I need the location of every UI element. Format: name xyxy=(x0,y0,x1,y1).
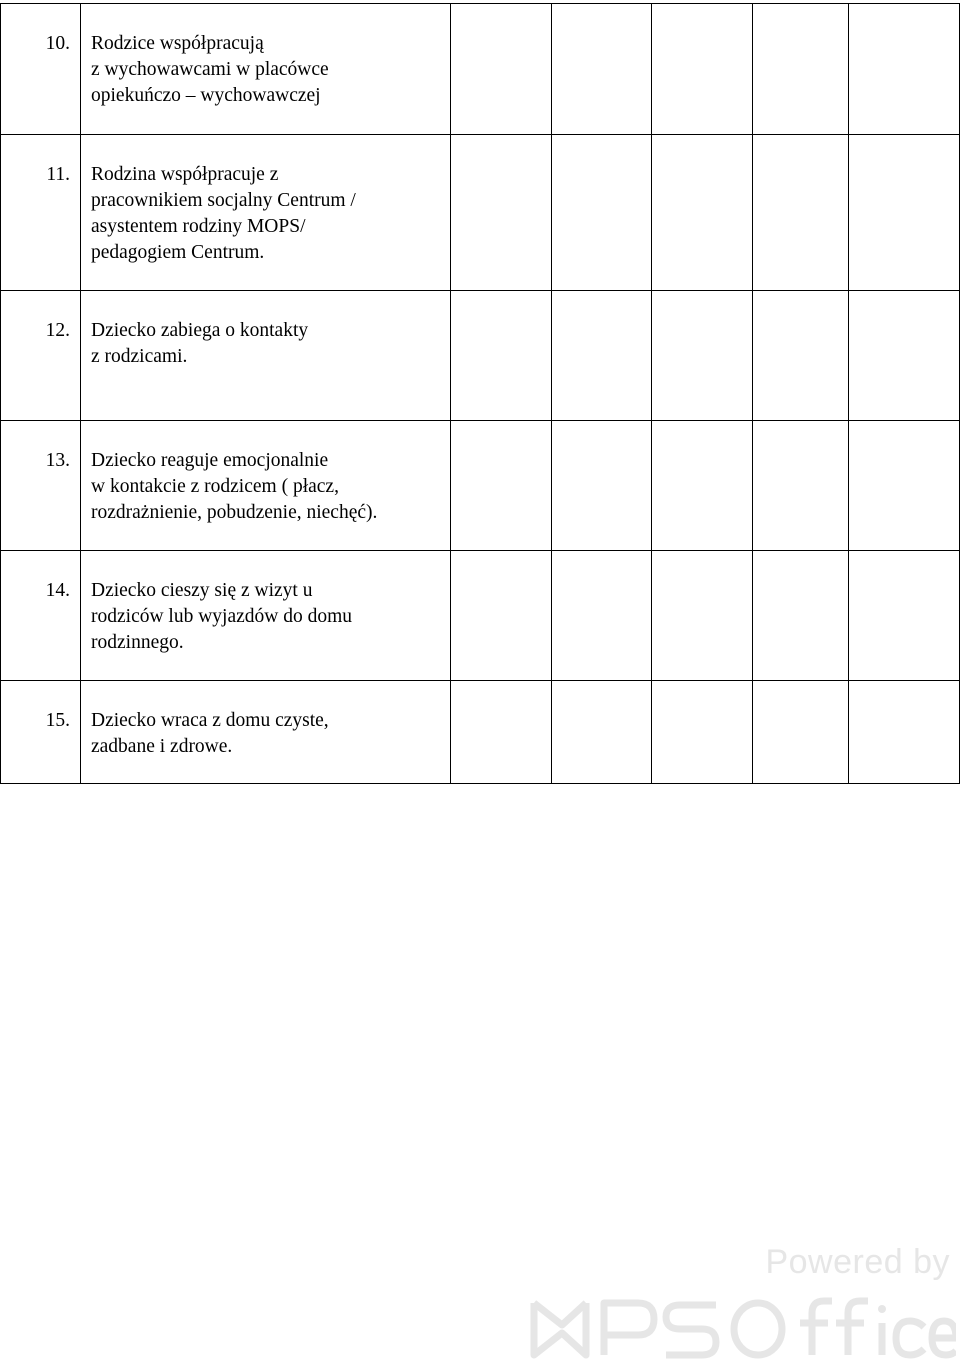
rating-cell xyxy=(552,291,652,421)
rating-cell xyxy=(849,551,960,681)
rating-cell xyxy=(849,421,960,551)
table-row xyxy=(1,135,960,291)
rating-cell xyxy=(652,291,753,421)
rating-cell xyxy=(753,135,849,291)
rating-cell xyxy=(552,551,652,681)
rating-cell xyxy=(652,421,753,551)
row-number: 13. xyxy=(1,421,81,551)
row-number: 12. xyxy=(1,291,81,421)
rating-cell xyxy=(753,681,849,784)
row-number: 15. xyxy=(1,681,81,784)
table-row xyxy=(1,681,960,784)
rating-cell xyxy=(849,681,960,784)
row-number: 11. xyxy=(1,135,81,291)
rating-cell xyxy=(451,421,552,551)
rating-cell xyxy=(849,135,960,291)
rating-cell xyxy=(753,421,849,551)
rating-cell xyxy=(753,551,849,681)
row-number: 10. xyxy=(1,4,81,135)
rating-cell xyxy=(849,4,960,135)
row-text: Dziecko wraca z domu czyste, zadbane i zdrowe. xyxy=(81,681,451,784)
rating-cell xyxy=(552,421,652,551)
rating-cell xyxy=(451,291,552,421)
rating-cell xyxy=(552,4,652,135)
row-text: Dziecko zabiega o kontakty z rodzicami. xyxy=(81,291,451,421)
evaluation-table xyxy=(0,3,960,784)
table-row xyxy=(1,4,960,135)
table-row xyxy=(1,291,960,421)
rating-cell xyxy=(849,291,960,421)
rating-cell xyxy=(753,4,849,135)
row-text: Dziecko cieszy się z wizyt u rodziców lub wyjazdów do domu rodzinnego. xyxy=(81,551,451,681)
row-text: Rodzina współpracuje z pracownikiem socjalny Centrum / asystentem rodziny MOPS/ pedagogiem Centrum. xyxy=(81,135,451,291)
rating-cell xyxy=(451,135,552,291)
rating-cell xyxy=(652,4,753,135)
rating-cell xyxy=(652,551,753,681)
table-row xyxy=(1,551,960,681)
rating-cell xyxy=(451,551,552,681)
rating-cell xyxy=(753,291,849,421)
row-number: 14. xyxy=(1,551,81,681)
wps-logo-icon xyxy=(526,1243,956,1363)
rating-cell xyxy=(451,681,552,784)
row-text: Dziecko reaguje emocjonalnie w kontakcie z rodzicem ( płacz, rozdrażnienie, pobudzenie, niechęć). xyxy=(81,421,451,551)
row-text: Rodzice współpracują z wychowawcami w placówce opiekuńczo – wychowawczej xyxy=(81,4,451,135)
rating-cell xyxy=(652,681,753,784)
rating-cell xyxy=(552,135,652,291)
rating-cell xyxy=(652,135,753,291)
watermark-caption: Powered by xyxy=(765,1243,950,1281)
wps-office-watermark xyxy=(526,1243,956,1363)
rating-cell xyxy=(552,681,652,784)
table-row xyxy=(1,421,960,551)
rating-cell xyxy=(451,4,552,135)
